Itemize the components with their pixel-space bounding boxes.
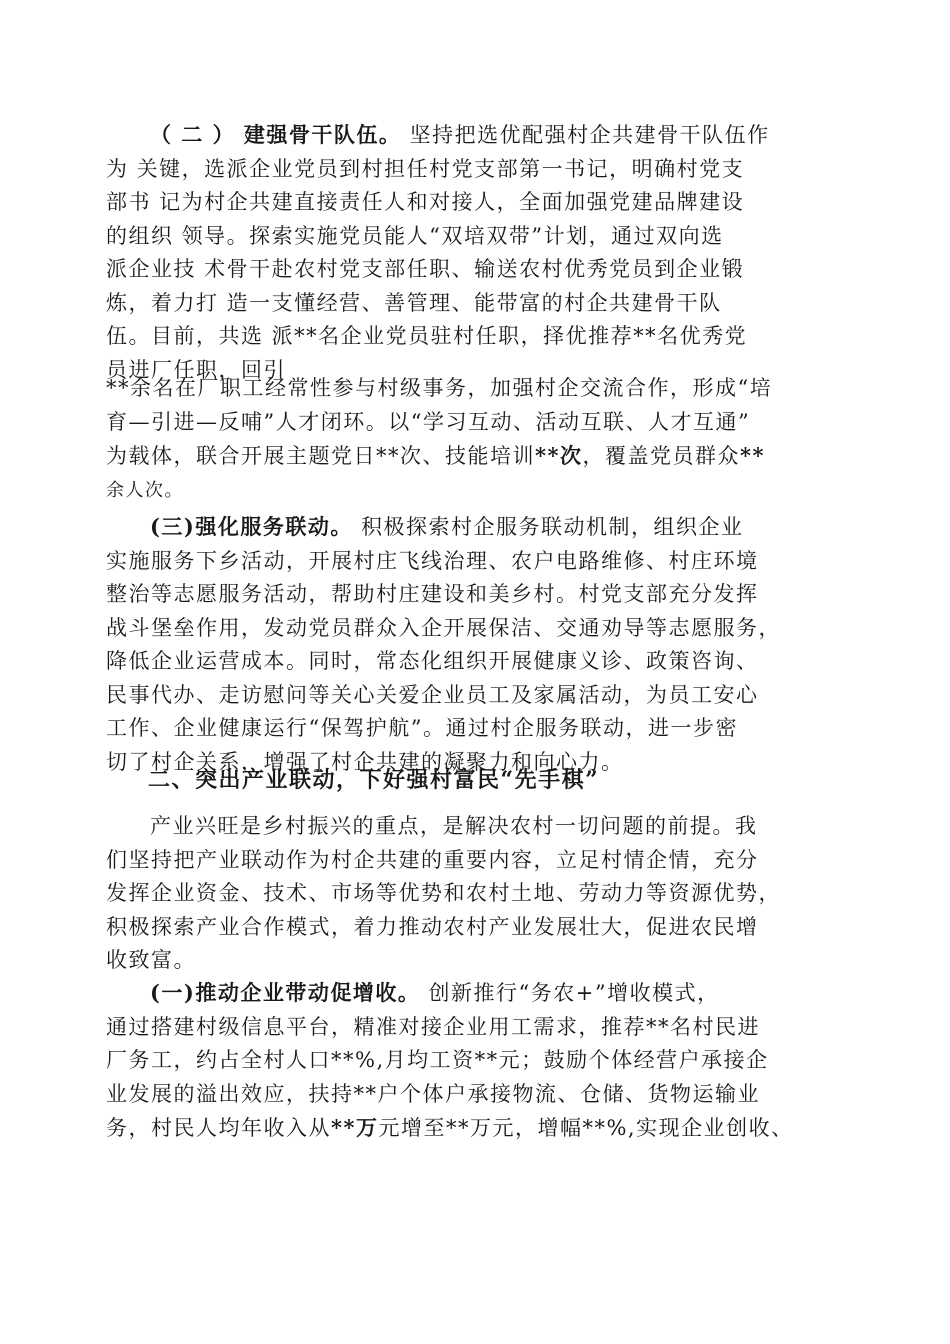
- text-line: 战斗堡垒作用，发动党员群众入企开展保洁、交通劝导等志愿服务，: [106, 615, 781, 640]
- text-line: (三)强化服务联动。 积极探索村企服务联动机制，组织企业: [150, 514, 744, 539]
- text-line: (一)推动企业带动促增收。 创新推行“务农+”增收模式，: [150, 980, 720, 1005]
- subsection-heading: （ 二 ） 建强骨干队伍。: [150, 122, 402, 147]
- text-line: 工作、企业健康运行“保驾护航”。通过村企服务联动，进一步密: [106, 716, 738, 740]
- subsection-heading: (三)强化服务联动。: [150, 514, 353, 539]
- text-line: 为载体，联合开展主题党日**次、技能培训**次，覆盖党员群众**: [106, 443, 765, 468]
- text-line: 伍。目前，共选 派**名企业党员驻村任职，择优推荐**名优秀党: [106, 324, 748, 348]
- paragraph-talent-loop: [106, 372, 842, 507]
- text-line: 整治等志愿服务活动，帮助村庄建设和美乡村。村党支部充分发挥: [106, 582, 759, 606]
- text-line: 厂务工，约占全村人口**%,月均工资**元；鼓励个体经营户承接企: [106, 1048, 769, 1072]
- text-line: 降低企业运营成本。同时，常态化组织开展健康义诊、政策咨询、: [106, 649, 759, 673]
- text-line: 收致富。: [106, 948, 196, 972]
- text-line: 务，村民人均年收入从**万元增至**万元，增幅**%,实现企业创收、: [106, 1115, 794, 1140]
- text-line: 余人次。: [106, 479, 184, 501]
- text-line: （ 二 ） 建强骨干队伍。 坚持把选优配强村企共建骨干队伍作: [150, 122, 770, 147]
- text-line: 员进厂任职，回引: [106, 357, 286, 382]
- paragraph-strengthen-backbone-team: [106, 118, 842, 387]
- text-line: 们坚持把产业联动作为村企共建的重要内容，立足村情企情，充分: [106, 847, 759, 872]
- text-line: 民事代办、走访慰问等关心关爱企业员工及家属活动，为员工安心: [106, 682, 759, 707]
- section-heading: 二、突出产业联动，下好强村富民“先手棋”: [148, 767, 600, 793]
- paragraph-enterprise-income: [106, 976, 842, 1146]
- text-line: 为 关键，选派企业党员到村担任村党支部第一书记，明确村党支: [106, 156, 745, 181]
- text-line: 炼，着力打 造一支懂经营、善管理、能带富的村企共建骨干队: [106, 290, 722, 315]
- text-line: 发挥企业资金、技术、市场等优势和农村土地、劳动力等资源优势，: [106, 881, 781, 905]
- text-line: **余名在厂职工经常性参与村级事务，加强村企交流合作，形成“培: [106, 376, 773, 400]
- text-line: 派企业技 术骨干赴农村党支部任职、输送农村优秀党员到企业锻: [106, 257, 745, 281]
- text-line: 通过搭建村级信息平台，精准对接企业用工需求，推荐**名村民进: [106, 1014, 760, 1039]
- paragraph-service-linkage: [106, 510, 842, 779]
- text-line: 育—引进—反哺”人才闭环。以“学习互动、活动互联、人才互通”: [106, 409, 751, 434]
- text-line: 积极探索产业合作模式，着力推动农村产业发展壮大，促进农民增: [106, 914, 759, 939]
- text-line: 切了村企关系，增强了村企共建的凝聚力和向心力。: [106, 749, 624, 774]
- paragraph-industry-intro: [106, 810, 842, 978]
- text-line: 的组织 领导。探索实施党员能人“双培双带”计划，通过双向选: [106, 223, 724, 248]
- text-line: 业发展的溢出效应，扶持**户个体户承接物流、仓储、货物运输业: [106, 1081, 760, 1106]
- text-line: 实施服务下乡活动，开展村庄飞线治理、农户电路维修、村庄环境: [106, 548, 759, 573]
- text-line: 产业兴旺是乡村振兴的重点，是解决农村一切问题的前提。我: [150, 814, 758, 838]
- subsection-heading: (一)推动企业带动促增收。: [150, 980, 421, 1005]
- text-line: 部书 记为村企共建直接责任人和对接人，全面加强党建品牌建设: [106, 190, 745, 214]
